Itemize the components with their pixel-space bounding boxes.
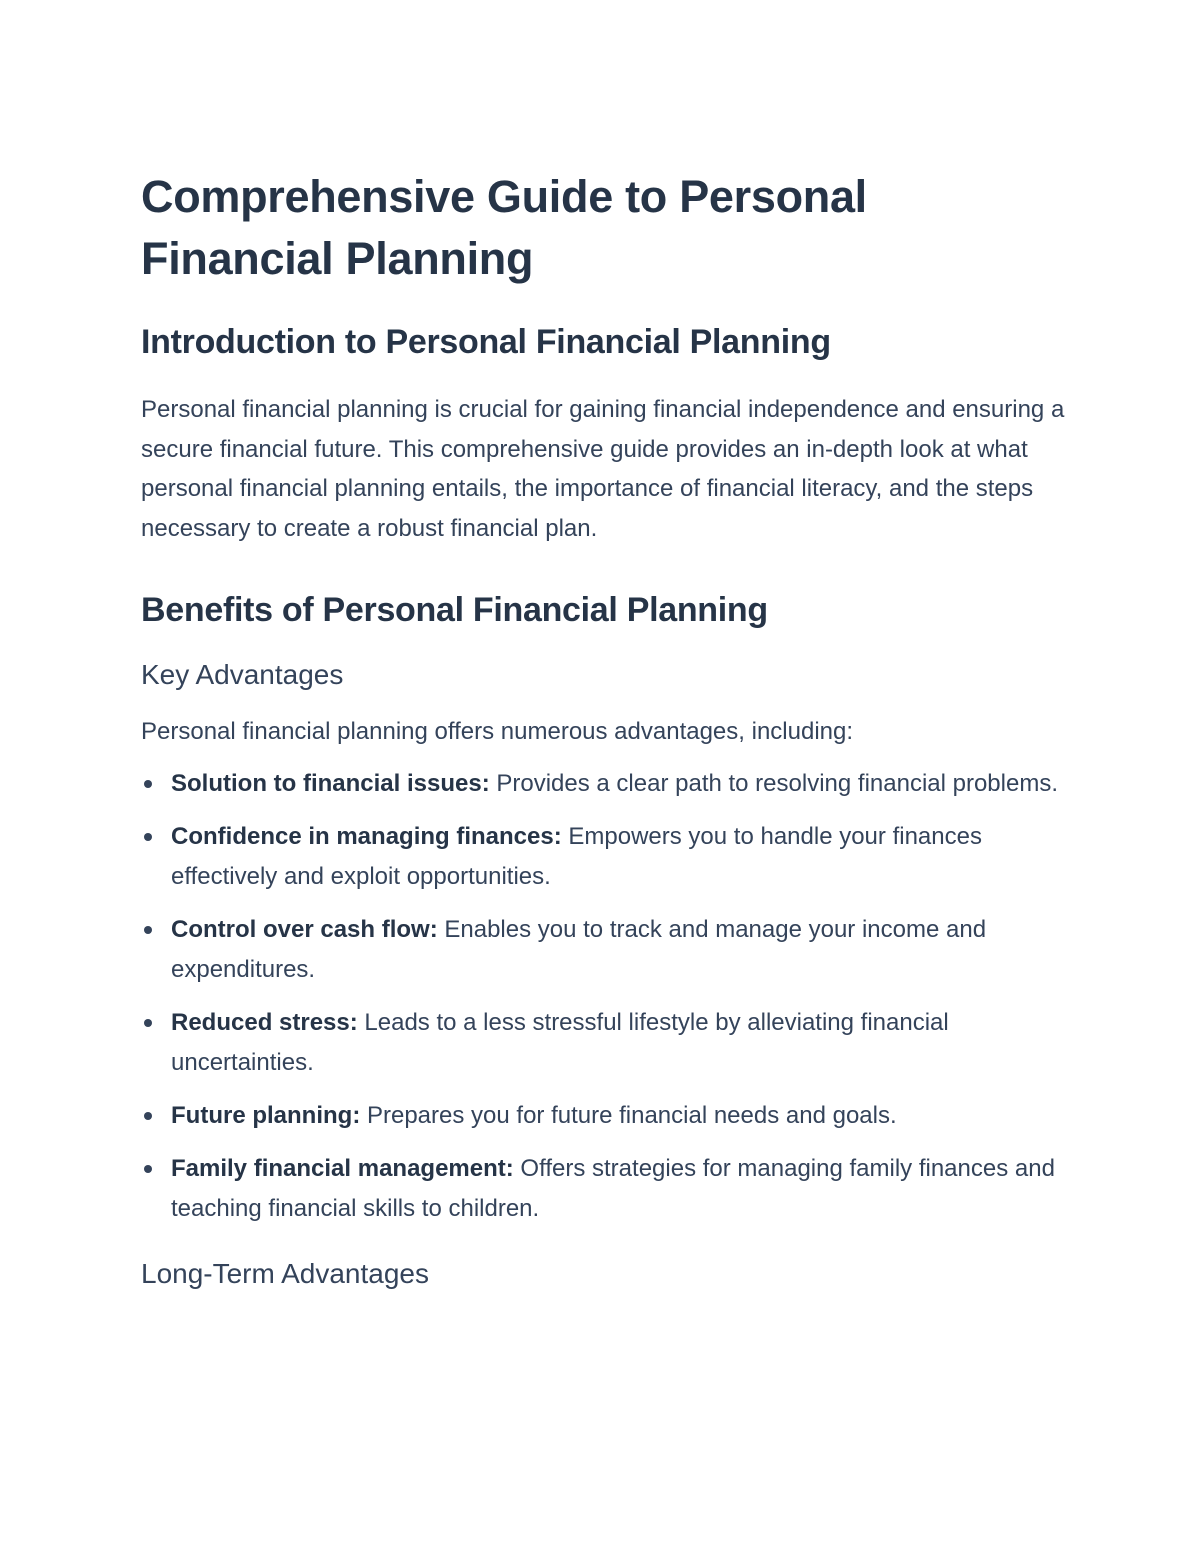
list-item-text: Provides a clear path to resolving financial problems. (489, 769, 1058, 797)
benefits-heading: Benefits of Personal Financial Planning (141, 591, 768, 629)
document-title: Comprehensive Guide to Personal Financial Planning (141, 171, 867, 284)
list-item-text: Prepares you for future financial needs and goals. (360, 1101, 897, 1129)
bullet-icon (144, 833, 152, 841)
list-item (141, 1096, 1071, 1136)
bullet-icon (144, 1019, 152, 1027)
list-item-term: Reduced stress: (171, 1008, 358, 1036)
intro-paragraph: Personal financial planning is crucial for gaining financial independence and ensuring a secure financial future. This comprehensive guide provides an in-depth look at what personal financial planning entails, the importance of financial literacy, and the steps necessary to create a robust financial plan. (141, 396, 1065, 542)
list-item (141, 817, 1071, 897)
long-term-advantages-heading: Long-Term Advantages (141, 1257, 429, 1289)
list-item-text: Enables you to track and manage your income and expenditures. (171, 915, 987, 983)
bullet-icon (144, 926, 152, 934)
list-item-text: Offers strategies for managing family finances and teaching financial skills to children. (171, 1154, 1055, 1222)
list-item-term: Family financial management: (171, 1154, 514, 1182)
list-item-term: Control over cash flow: (171, 915, 438, 943)
bullet-icon (144, 1112, 152, 1120)
list-item (141, 910, 1071, 990)
list-item-term: Solution to financial issues: (171, 769, 490, 797)
advantages-list (141, 764, 1071, 1229)
document-page (141, 166, 1071, 1294)
list-item-term: Confidence in managing finances: (171, 822, 562, 850)
list-item-text: Empowers you to handle your finances effectively and exploit opportunities. (171, 822, 982, 890)
key-advantages-heading: Key Advantages (141, 659, 344, 690)
list-item (141, 1149, 1071, 1229)
intro-heading: Introduction to Personal Financial Planning (141, 323, 831, 361)
list-item-text: Leads to a less stressful lifestyle by alleviating financial uncertainties. (171, 1008, 949, 1076)
bullet-icon (144, 1165, 152, 1173)
list-item-term: Future planning: (171, 1101, 361, 1129)
list-item (141, 764, 1071, 804)
list-item (141, 1003, 1071, 1083)
key-advantages-lead: Personal financial planning offers numerous advantages, including: (141, 718, 854, 745)
bullet-icon (144, 780, 152, 788)
